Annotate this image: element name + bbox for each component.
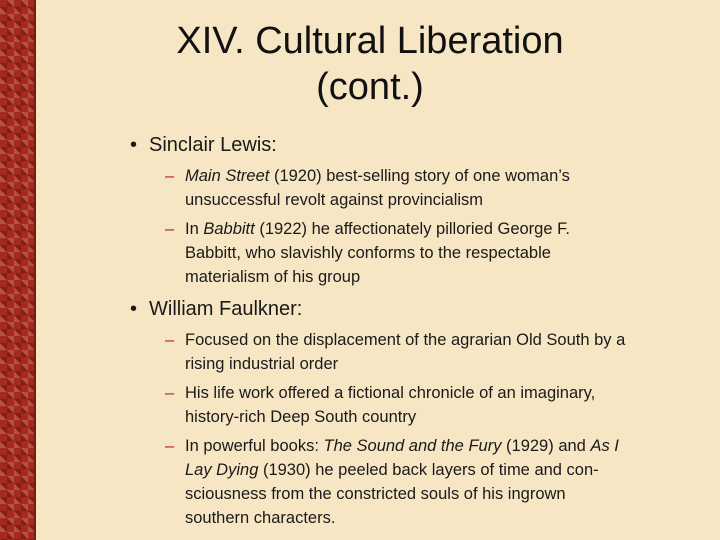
book-title: As I (590, 437, 619, 455)
book-title: Main Street (185, 167, 270, 185)
book-title: The Sound and the Fury (323, 437, 502, 455)
sub-text: materialism of his group (185, 268, 361, 286)
bullet-marker: • (130, 298, 138, 320)
bullet-label: Sinclair Lewis: (149, 134, 277, 156)
sub-text: His life work offered a fictional chronicle of an imaginary, (185, 384, 596, 402)
book-title: Lay Dying (185, 461, 259, 479)
sub-text: history-rich Deep South country (185, 408, 417, 426)
sub-text: (1929) and (501, 437, 591, 455)
dash-marker: – (165, 384, 175, 402)
sub-text: (1930) he peeled back layers of time and con- (258, 461, 599, 479)
sub-text: (1920) best-selling story of one woman’s (269, 167, 570, 185)
sub-text: sciousness from the constricted souls of his ingrown (185, 485, 566, 503)
dash-marker: – (165, 437, 175, 455)
title-line-1: XIV. Cultural Liberation (176, 20, 564, 62)
decorative-border (0, 0, 36, 540)
sub-bullet-chronicle (165, 381, 685, 429)
dash-marker: – (165, 331, 175, 349)
sub-bullet-main-street (165, 164, 685, 212)
sub-bullet-babbitt (165, 217, 685, 289)
sub-text: (1922) he affectionately pilloried George F. (254, 220, 570, 238)
sub-text: unsuccessful revolt against provincialism (185, 191, 484, 209)
title-line-2: (cont.) (316, 66, 424, 108)
dash-marker: – (165, 167, 175, 185)
slide-title (80, 18, 660, 110)
sub-text: rising industrial order (185, 355, 339, 373)
sub-bullet-powerful-books (165, 434, 685, 530)
bullet-label: William Faulkner: (149, 298, 303, 320)
sub-text: In (185, 220, 204, 238)
sub-text: Babbitt, who slavishly conforms to the respectable (185, 244, 551, 262)
sub-text: Focused on the displacement of the agrarian Old South by a (185, 331, 626, 349)
sub-text: southern characters. (185, 509, 336, 527)
book-title: Babbitt (203, 220, 255, 238)
sub-text: In powerful books: (185, 437, 324, 455)
bullet-marker: • (130, 134, 138, 156)
sub-bullet-displacement (165, 328, 685, 376)
dash-marker: – (165, 220, 175, 238)
